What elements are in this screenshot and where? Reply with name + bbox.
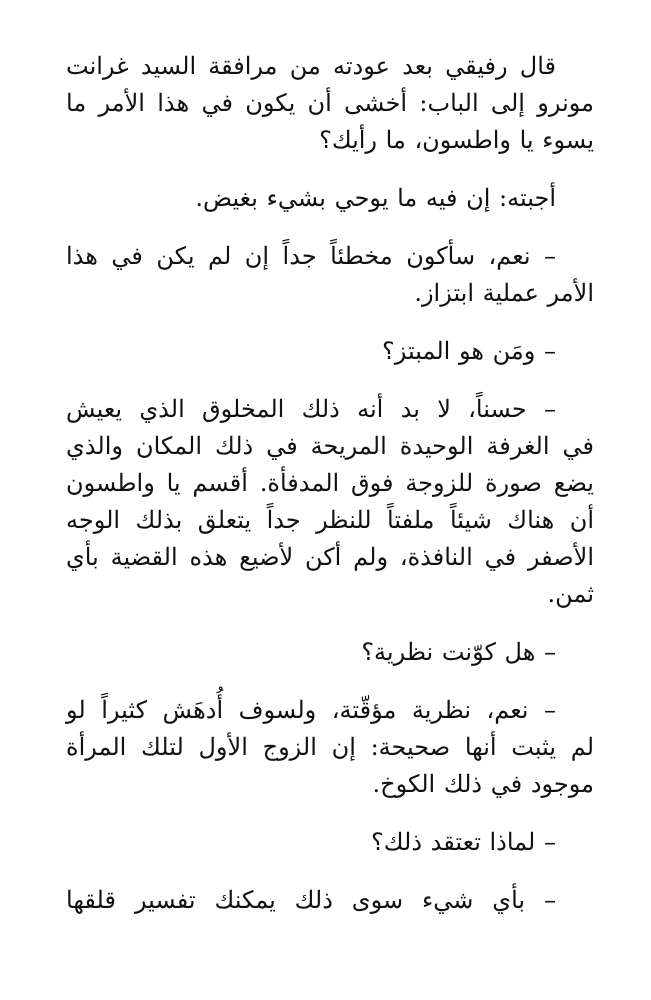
paragraph <box>66 238 594 312</box>
paragraph <box>66 48 594 159</box>
text-line: أن هناك شيئاً ملفتاً للنظر جداً يتعلق بذلك الوجه <box>66 506 594 534</box>
paragraph <box>66 882 594 919</box>
text-line: مونرو إلى الباب: أخشى أن يكون في هذا الأمر ما <box>66 89 594 117</box>
paragraph <box>66 824 594 861</box>
paragraph <box>66 180 594 217</box>
text-line: – هل كوّنت نظرية؟ <box>361 638 556 666</box>
paragraph <box>66 333 594 370</box>
text-line: – حسناً، لا بد أنه ذلك المخلوق الذي يعيش <box>66 395 556 423</box>
text-line: – بأي شيء سوى ذلك يمكنك تفسير قلقها <box>66 886 556 914</box>
text-line: الأمر عملية ابتزاز. <box>414 279 594 307</box>
text-line: موجود في ذلك الكوخ. <box>372 770 594 798</box>
text-line: – ومَن هو المبتز؟ <box>382 337 556 365</box>
paragraph <box>66 634 594 671</box>
text-line: يضع صورة للزوجة فوق المدفأة. أقسم يا واطسون <box>66 469 594 497</box>
text-line: – نعم، نظرية مؤقّتة، ولسوف أُدهَش كثيراً لو <box>66 696 556 724</box>
text-line: لم يثبت أنها صحيحة: إن الزوج الأول لتلك المرأة <box>66 733 594 761</box>
text-line: الأصفر في النافذة، ولم أكن لأضيع هذه القضية بأي <box>66 543 594 571</box>
paragraph <box>66 692 594 803</box>
text-line: في الغرفة الوحيدة المريحة في ذلك المكان والذي <box>66 432 594 460</box>
text-line: ثمن. <box>547 580 594 608</box>
text-line: قال رفيقي بعد عودته من مرافقة السيد غرانت <box>66 52 556 80</box>
text-line: يسوء يا واطسون، ما رأيك؟ <box>319 126 594 154</box>
paragraph <box>66 391 594 613</box>
text-line: – لماذا تعتقد ذلك؟ <box>371 828 556 856</box>
book-page <box>66 48 594 940</box>
text-line: أجبته: إن فيه ما يوحي بشيء بغيض. <box>195 184 556 212</box>
text-line: – نعم، سأكون مخطئاً جداً إن لم يكن في هذا <box>66 242 556 270</box>
